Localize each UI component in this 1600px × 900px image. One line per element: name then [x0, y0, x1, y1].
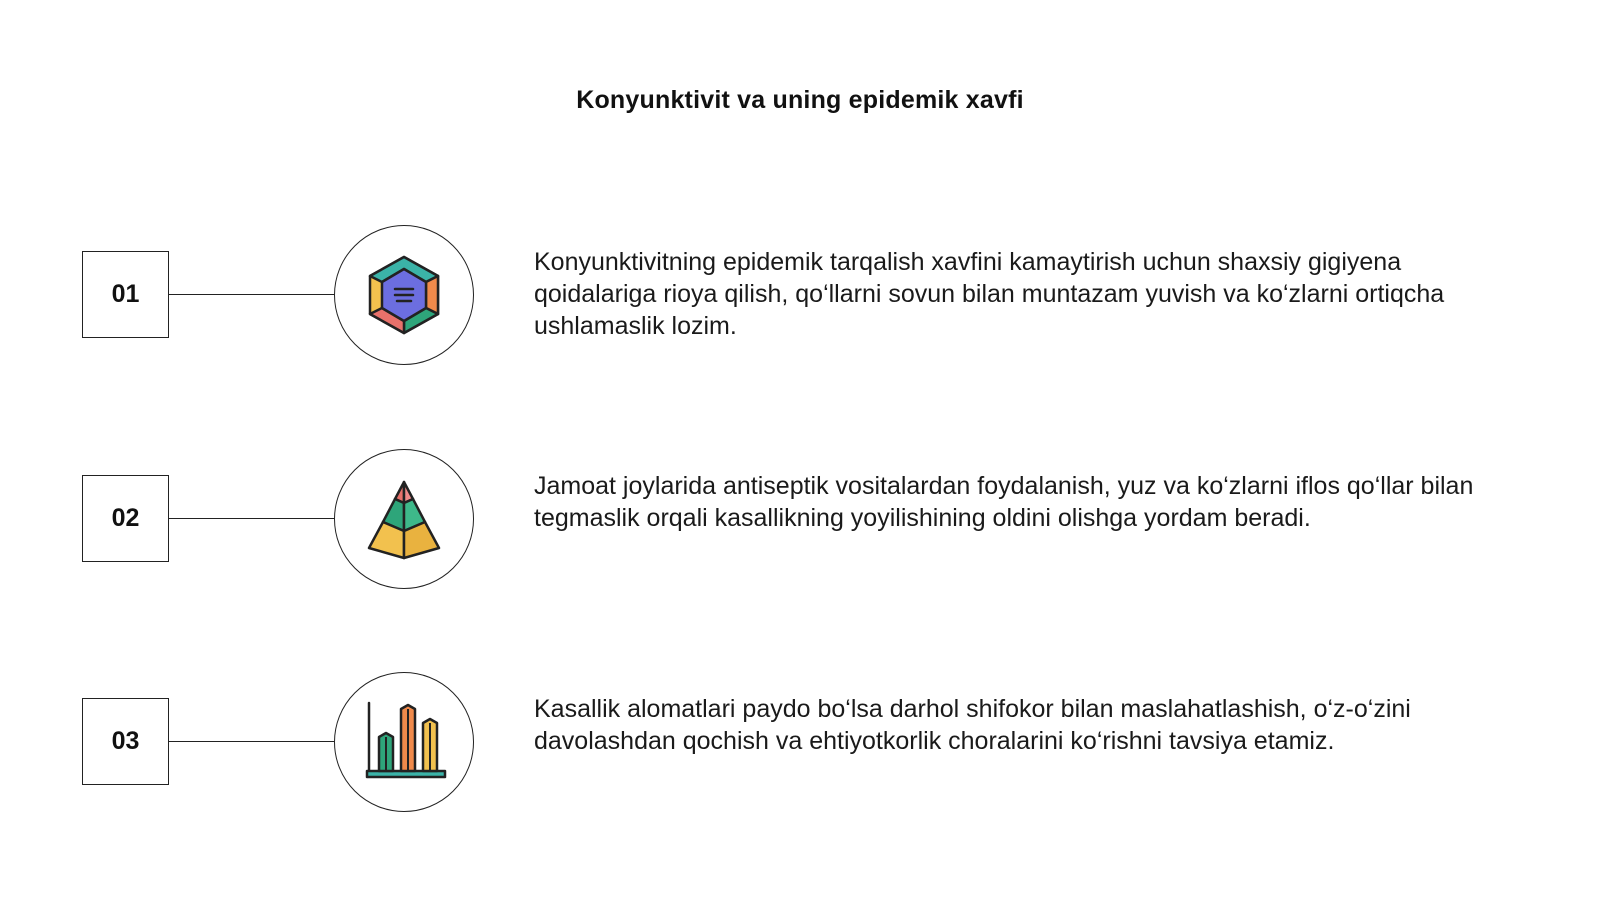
item-description: Kasallik alomatlari paydo bo‘lsa darhol shifokor bilan maslahatlashish, o‘z-o‘zini davolashdan qochish va ehtiyotkorlik choralarini ko‘rishni tavsiya etamiz. [534, 695, 1411, 755]
connector-line [169, 518, 334, 519]
item-description: Konyunktivitning epidemik tarqalish xavfini kamaytirish uchun shaxsiy gigiyena qoidalariga rioya qilish, qo‘llarni sovun bilan muntazam yuvish va ko‘zlarni ortiqcha ushlamaslik lozim. [534, 248, 1445, 340]
item-description: Jamoat joylarida antiseptik vositalardan foydalanish, yuz va ko‘zlarni iflos qo‘llar bilan tegmaslik orqali kasallikning yoyilishining oldini olishga yordam beradi. [534, 472, 1474, 532]
icon-circle [334, 672, 474, 812]
list-item [0, 672, 1600, 812]
icon-circle [334, 225, 474, 365]
pyramid-icon [363, 478, 445, 560]
list-item [0, 449, 1600, 589]
step-number-box: 03 [82, 698, 169, 785]
list-item [0, 225, 1600, 365]
page-title: Konyunktivit va uning epidemik xavfi [576, 86, 1024, 114]
connector-line [169, 294, 334, 295]
bar-chart-icon [361, 699, 447, 785]
step-number-box: 02 [82, 475, 169, 562]
connector-line [169, 741, 334, 742]
hexagon-icon [364, 253, 444, 337]
step-number-box: 01 [82, 251, 169, 338]
icon-circle [334, 449, 474, 589]
